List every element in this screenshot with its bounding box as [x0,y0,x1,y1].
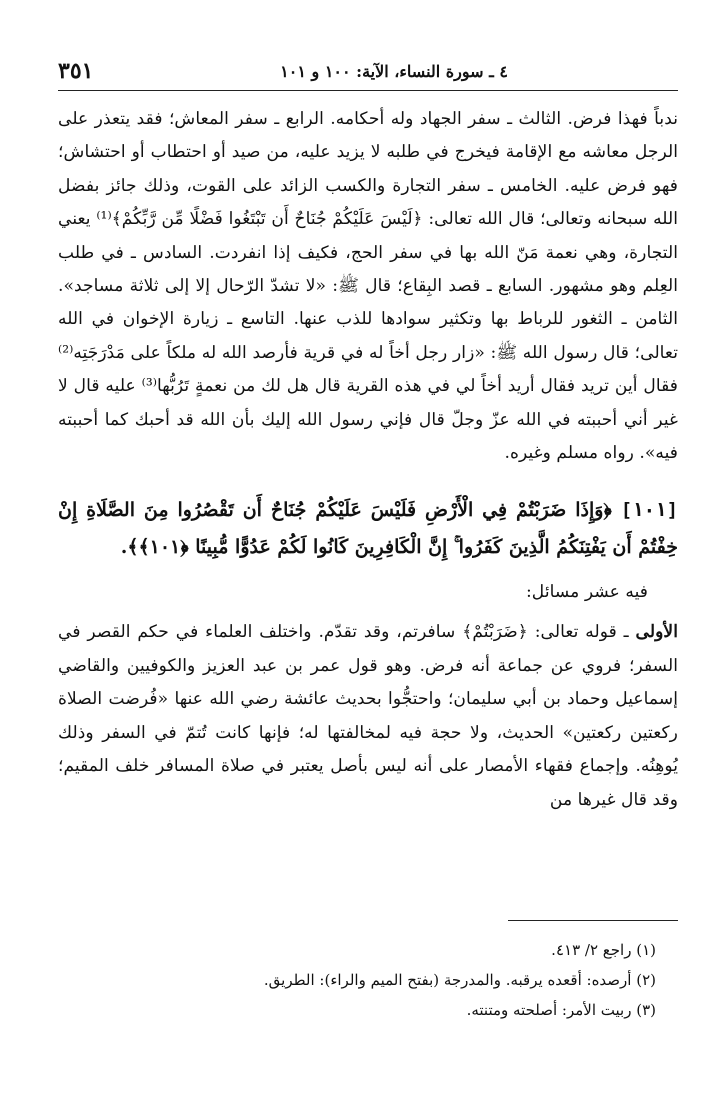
footnote-divider [508,920,678,921]
issue-text: ـ قوله تعالى: ﴿ضَرَبْتُمْ﴾ سافرتم، وقد تقدّم. واختلف العلماء في حكم القصر في السفر؛ فروي عن جماعة أنه فرض. وهو قول عمر بن عبد العزيز والكوفيين والقاضي إسماعيل وحماد بن أبي سليمان؛ واحتجُّوا بحديث عائشة رضي الله عنها «فُرضت الصلاة ركعتين ركعتين» الحديث، ولا حجة فيه لمخالفتها له؛ فإنها كانت تُتمّ في السفر وذلك يُوهِنُه. وإجماع فقهاء الأمصار على أنه ليس بأصل يعتبر في صلاة المسافر خلف المقيم؛ وقد قال غيرها من [58,622,678,810]
page [58,52,678,817]
body-paragraph-2 [58,616,678,816]
section-intro: فيه عشر مسائل: [526,582,648,603]
body-paragraph-1: ندباً فهذا فرض. الثالث ـ سفر الجهاد وله أحكامه. الرابع ـ سفر المعاش؛ فقد يتعذر على الرجل معاشه مع الإقامة فيخرج في طلبه لا يزيد عليه، من صيد أو احتطاب أو احتشاش؛ فهو فرض عليه. الخامس ـ سفر التجارة والكسب الزائد على القوت، وذلك جائز بفضل الله سبحانه وتعالى؛ قال الله تعالى: ﴿لَيْسَ عَلَيْكُمْ جُنَاحٌ أَن تَبْتَغُوا فَضْلًا مِّن رَّبِّكُمْ﴾⁽¹⁾ يعني التجارة، وهي نعمة مَنّ الله بها في سفر الحج، فكيف إذا انفردت. السادس ـ في طلب العِلم وهو مشهور. السابع ـ قصد البِقاع؛ قال ﷺ: «لا تشدّ الرّحال إلا إلى ثلاثة مساجد». الثامن ـ الثغور للرباط بها وتكثير سوادها للذب عنها. التاسع ـ زيارة الإخوان في الله تعالى؛ قال رسول الله ﷺ: «زار رجل أخاً له في قرية فأرصد الله له ملكاً على مَدْرَجَتِه⁽²⁾ فقال أين تريد فقال أريد أخاً لي في هذه القرية قال هل لك من نعمةٍ تَرُبُّها⁽³⁾ عليه قال لا غير أني أحببته في الله عزّ وجلّ قال فإني رسول الله إليك بأن الله قد أحبك كما أحببته فيه». رواه مسلم وغيره. [58,109,679,464]
footnote-1: (١) راجع ٢/ ٤١٣. [551,941,656,959]
footnotes [58,920,678,1025]
header-title: ٤ ـ سورة النساء، الآية: ١٠٠ و ١٠١ [280,61,508,81]
footnote-2: (٢) أرصده: أقعده يرقبه. والمدرجة (بفتح الميم والراء): الطريق. [263,971,656,989]
issue-label: الأولى [635,622,678,643]
footnote-3: (٣) ربيت الأمر: أصلحته ومتنته. [466,1001,656,1019]
quran-verse-101 [58,492,678,566]
verse-number: [١٠١] [620,499,679,522]
page-number: ٣٥١ [58,58,94,84]
running-header [58,52,678,91]
verse-text: ﴿وَإِذَا ضَرَبْتُمْ فِي الْأَرْضِ فَلَيْسَ عَلَيْكُمْ جُنَاحٌ أَن تَقْصُرُوا مِنَ الصَّلَاةِ إِنْ خِفْتُمْ أَن يَفْتِنَكُمُ الَّذِينَ كَفَرُوا ۚ إِنَّ الْكَافِرِينَ كَانُوا لَكُمْ عَدُوًّا مُّبِينًا ﴿١٠١﴾﴾. [58,499,678,559]
